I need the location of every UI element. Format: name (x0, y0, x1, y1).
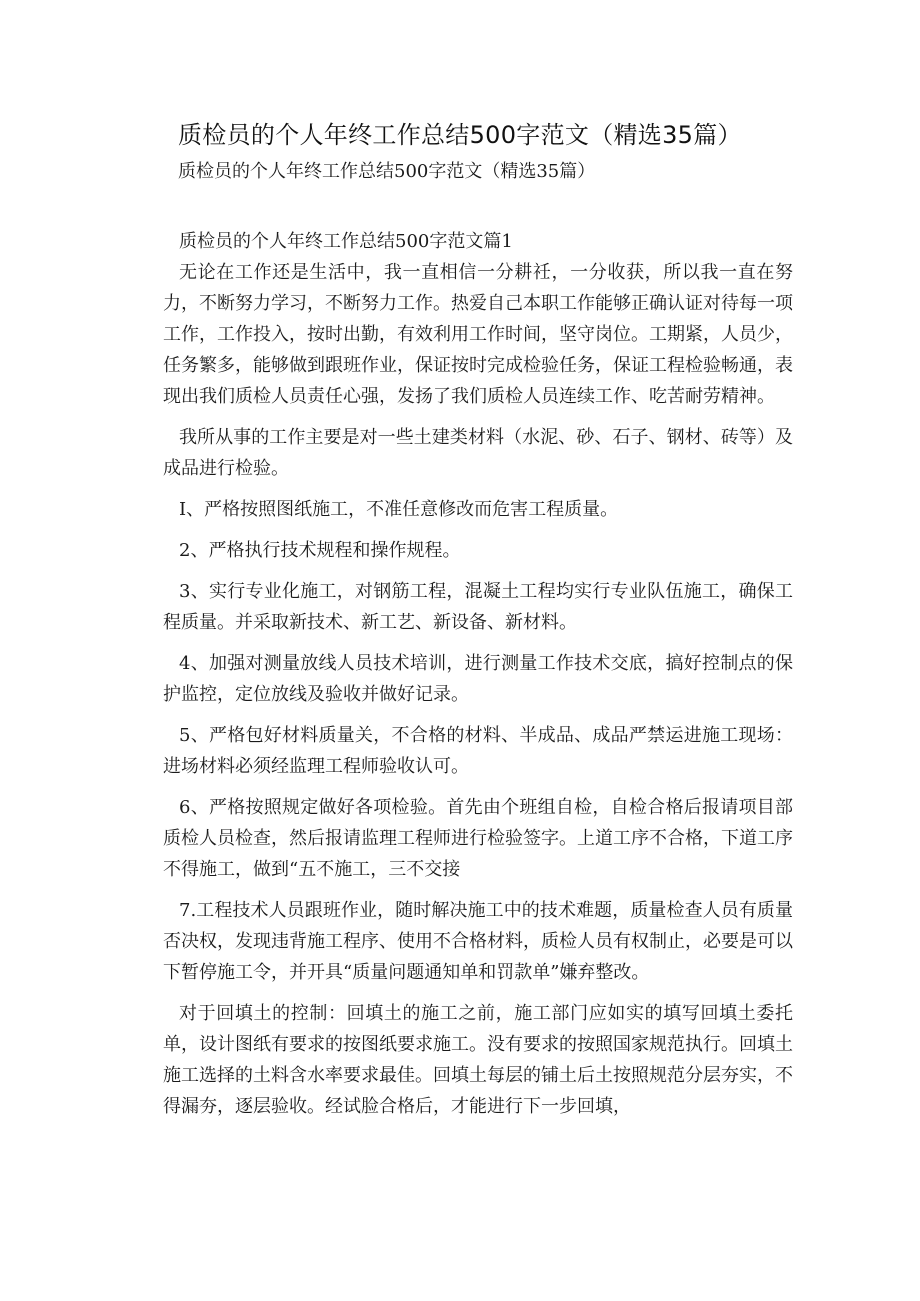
paragraph-item-1: I、严格按照图纸施工，不准任意修改而危害工程质量。 (179, 499, 619, 520)
paragraph-item-3: 3、实行专业化施工，对钢筋工程，混凝土工程均实行专业队伍施工，确保工程质量。并采取新技术、新工艺、新设备、新材料。 (163, 581, 793, 633)
paragraph-item-5: 5、严格包好材料质量关，不合格的材料、半成品、成品严禁运进施工现场：进场材料必须经监理工程师验收认可。 (163, 725, 793, 777)
document-subtitle: 质检员的个人年终工作总结500字范文（精选35篇） (178, 161, 596, 182)
paragraph-backfill: 对于回填土的控制：回填土的施工之前，施工部门应如实的填写回填土委托单，设计图纸有要求的按图纸要求施工。没有要求的按照国家规范执行。回填土施工选择的土料含水率要求最佳。回填土每层的铺土后土按照规范分层夯实，不得漏夯，逐层验收。经试脸合格后，才能进行下一步回填， (163, 1003, 793, 1117)
paragraph-item-6: 6、严格按照规定做好各项检验。首先由个班组自检，自检合格后报请项目部质检人员检查，然后报请监理工程师进行检验签字。上道工序不合格，下道工序不得施工，做到“五不施工，三不交接 (163, 797, 793, 880)
paragraph-item-4: 4、加强对测量放线人员技术培训，进行测量工作技术交底，搞好控制点的保护监控，定位放线及验收并做好记录。 (163, 653, 793, 705)
document-title: 质检员的个人年终工作总结500字范文（精选35篇） (178, 121, 742, 149)
section-heading: 质检员的个人年终工作总结500字范文篇1 (179, 231, 513, 252)
paragraph-intro: 无论在工作还是生活中，我一直相信一分耕祍，一分收获，所以我一直在努力，不断努力学习，不断努力工作。热爱自己本职工作能够正确认证对待每一项工作，工作投入，按时出勤，有效利用工作时间，坚守岗位。工期紧，人员少，任务繁多，能够做到跟班作业，保证按时完成检验任务，保证工程检验畅通，表现出我们质检人员责任心强，发扬了我们质检人员连续工作、吃苦耐劳精神。 (163, 262, 793, 407)
paragraph-scope: 我所从事的工作主要是对一些土建类材料（水泥、砂、石子、钢材、砖等）及成品进行检验。 (163, 427, 793, 479)
document-body (163, 226, 793, 1132)
paragraph-item-7: 7.工程技术人员跟班作业，随时解决施工中的技术难题，质量检查人员有质量否决权，发现违背施工程序、使用不合格材料，质检人员有权制止，必要是可以下暂停施工令，并开具“质量问题通知单和罚款单”嫌弃整改。 (163, 900, 793, 983)
paragraph-item-2: 2、严格执行技术规程和操作规程。 (179, 540, 461, 561)
